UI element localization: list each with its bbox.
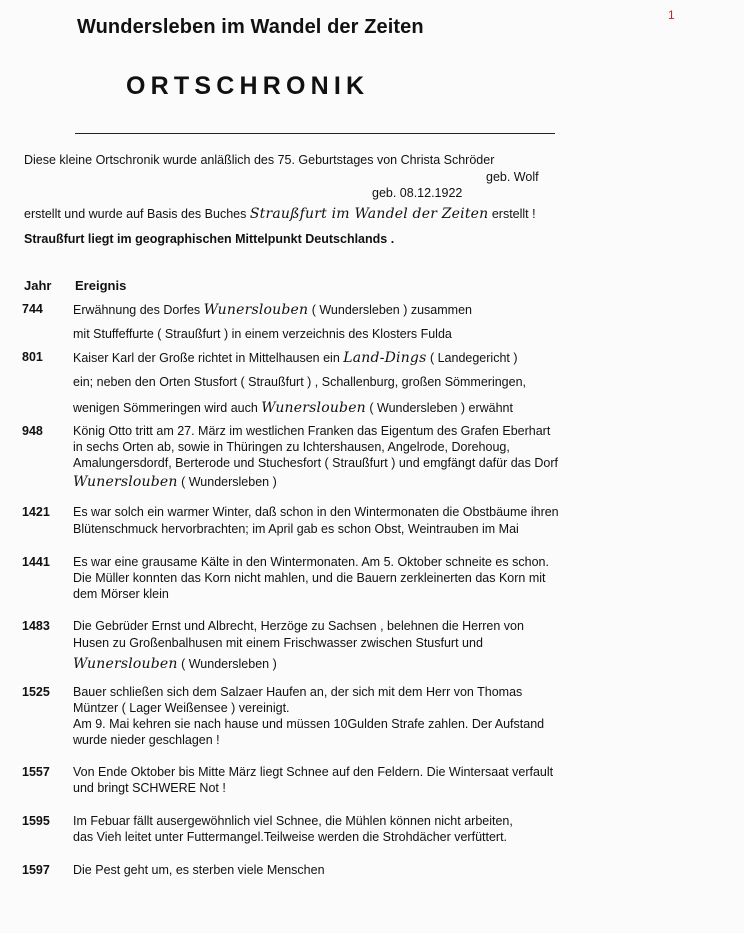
entry-line <box>73 327 452 341</box>
entry-text-segment: König Otto tritt am 27. März im westlichen Franken das Eigentum des Grafen Eberhart <box>73 424 551 438</box>
intro-line-5: Straußfurt liegt im geographischen Mittelpunkt Deutschlands . <box>24 232 395 246</box>
entry-text-segment: Es war solch ein warmer Winter, daß schon in den Wintermonaten die Obstbäume ihren <box>73 505 559 519</box>
intro-line-2: geb. Wolf <box>486 170 539 184</box>
entry-line <box>73 733 220 747</box>
entry-year: 1557 <box>22 765 50 779</box>
page-number: 1 <box>668 8 675 22</box>
entry-line <box>73 685 522 699</box>
script-place-name: Wunerslouben <box>203 302 309 318</box>
entry-year: 801 <box>22 350 43 364</box>
entry-line <box>73 522 519 536</box>
intro-line-4 <box>24 206 536 222</box>
entry-line <box>73 375 526 389</box>
entry-line <box>73 814 513 828</box>
intro-line-3: geb. 08.12.1922 <box>372 186 463 200</box>
entry-text-segment: wenigen Sömmeringen wird auch <box>73 401 262 415</box>
entry-line <box>73 440 510 454</box>
entry-text-segment: ( Wundersleben ) erwähnt <box>365 401 513 415</box>
title-divider <box>75 133 555 134</box>
document-title: Wundersleben im Wandel der Zeiten <box>77 16 424 38</box>
entry-text-segment: ( Wundersleben ) <box>177 475 277 489</box>
entry-year: 1597 <box>22 863 50 877</box>
entry-text-segment: Die Pest geht um, es sterben viele Menschen <box>73 863 325 877</box>
entry-text-segment: ein; neben den Orten Stusfort ( Straußfurt ) , Schallenburg, großen Sömmeringen, <box>73 375 527 389</box>
entry-text-segment: ( Wundersleben ) zusammen <box>308 303 472 317</box>
entry-text-segment: und bringt SCHWERE Not ! <box>73 781 226 795</box>
entry-year: 744 <box>22 302 43 316</box>
column-header-event: Ereignis <box>75 278 127 293</box>
entry-text-segment: Am 9. Mai kehren sie nach hause und müssen 10Gulden Strafe zahlen. Der Aufstand <box>73 717 545 731</box>
entry-line <box>73 302 472 318</box>
script-place-name: Wunerslouben <box>73 474 178 490</box>
intro-line-1: Diese kleine Ortschronik wurde anläßlich des 75. Geburtstages von Christa Schröder <box>24 153 495 167</box>
column-header-year: Jahr <box>24 278 52 293</box>
script-place-name: Land-Dings <box>343 350 427 366</box>
entry-year: 948 <box>22 424 43 438</box>
entry-text-segment: Die Müller konnten das Korn nicht mahlen, und die Bauern zerkleinerten das Korn mit <box>73 571 546 585</box>
entry-year: 1483 <box>22 619 50 633</box>
intro-line-4-end: erstellt ! <box>491 207 536 221</box>
document-subtitle: ORTSCHRONIK <box>126 72 370 100</box>
entry-text-segment: Amalungersdordf, Berterode und Stuchesfort ( Straußfurt ) und emgfängt dafür das Dorf <box>73 456 558 470</box>
entry-line <box>73 619 524 633</box>
entry-year: 1441 <box>22 555 50 569</box>
entry-line <box>73 656 277 672</box>
entry-line <box>73 781 226 795</box>
entry-text-segment: das Vieh leitet unter Futtermangel.Teilweise werden die Strohdächer verfüttert. <box>73 830 508 844</box>
entry-text-segment: wurde nieder geschlagen ! <box>73 733 220 747</box>
entry-line <box>73 636 483 650</box>
entry-text-segment: Die Gebrüder Ernst und Albrecht, Herzöge zu Sachsen , belehnen die Herren von <box>73 619 524 633</box>
entry-text-segment: in sechs Orten ab, sowie in Thüringen zu Ichtershausen, Angelrode, Dorehoug, <box>73 440 510 454</box>
entry-line <box>73 701 290 715</box>
entry-line <box>73 717 544 731</box>
entry-text-segment: Erwähnung des Dorfes <box>73 303 204 317</box>
entry-line <box>73 456 558 470</box>
entry-text-segment: Kaiser Karl der Große richtet in Mittelhausen ein <box>73 351 344 365</box>
entry-line <box>73 350 518 366</box>
entry-line <box>73 571 545 585</box>
entry-line <box>73 555 549 569</box>
entry-line <box>73 765 553 779</box>
entry-text-segment: ( Landegericht ) <box>426 351 518 365</box>
entry-text-segment: Müntzer ( Lager Weißensee ) vereinigt. <box>73 701 290 715</box>
entry-line <box>73 400 513 416</box>
entry-text-segment: Im Febuar fällt ausergewöhnlich viel Schnee, die Mühlen können nicht arbeiten, <box>73 814 513 828</box>
entry-text-segment: Es war eine grausame Kälte in den Wintermonaten. Am 5. Oktober schneite es schon. <box>73 555 549 569</box>
entry-text-segment: Blütenschmuck hervorbrachten; im April gab es schon Obst, Weintrauben im Mai <box>73 522 519 536</box>
entry-year: 1421 <box>22 505 50 519</box>
entry-line <box>73 505 559 519</box>
entry-text-segment: Von Ende Oktober bis Mitte März liegt Schnee auf den Feldern. Die Wintersaat verfault <box>73 765 554 779</box>
entry-text-segment: Husen zu Großenbalhusen mit einem Frischwasser zwischen Stusfurt und <box>73 636 483 650</box>
entry-text-segment: ( Wundersleben ) <box>177 657 277 671</box>
intro-line-4-start: erstellt und wurde auf Basis des Buches <box>24 207 247 221</box>
entry-text-segment: dem Mörser klein <box>73 587 169 601</box>
entry-year: 1595 <box>22 814 50 828</box>
entry-line <box>73 830 507 844</box>
entry-text-segment: Bauer schließen sich dem Salzaer Haufen an, der sich mit dem Herr von Thomas <box>73 685 523 699</box>
entry-line <box>73 587 169 601</box>
book-title-script: Straußfurt im Wandel der Zeiten <box>249 206 489 222</box>
script-place-name: Wunerslouben <box>261 400 366 416</box>
entry-line <box>73 424 550 438</box>
entry-line <box>73 863 325 877</box>
script-place-name: Wunerslouben <box>73 656 178 672</box>
entry-year: 1525 <box>22 685 50 699</box>
entry-text-segment: mit Stuffeffurte ( Straußfurt ) in einem verzeichnis des Klosters Fulda <box>73 327 452 341</box>
entry-line <box>73 474 277 490</box>
